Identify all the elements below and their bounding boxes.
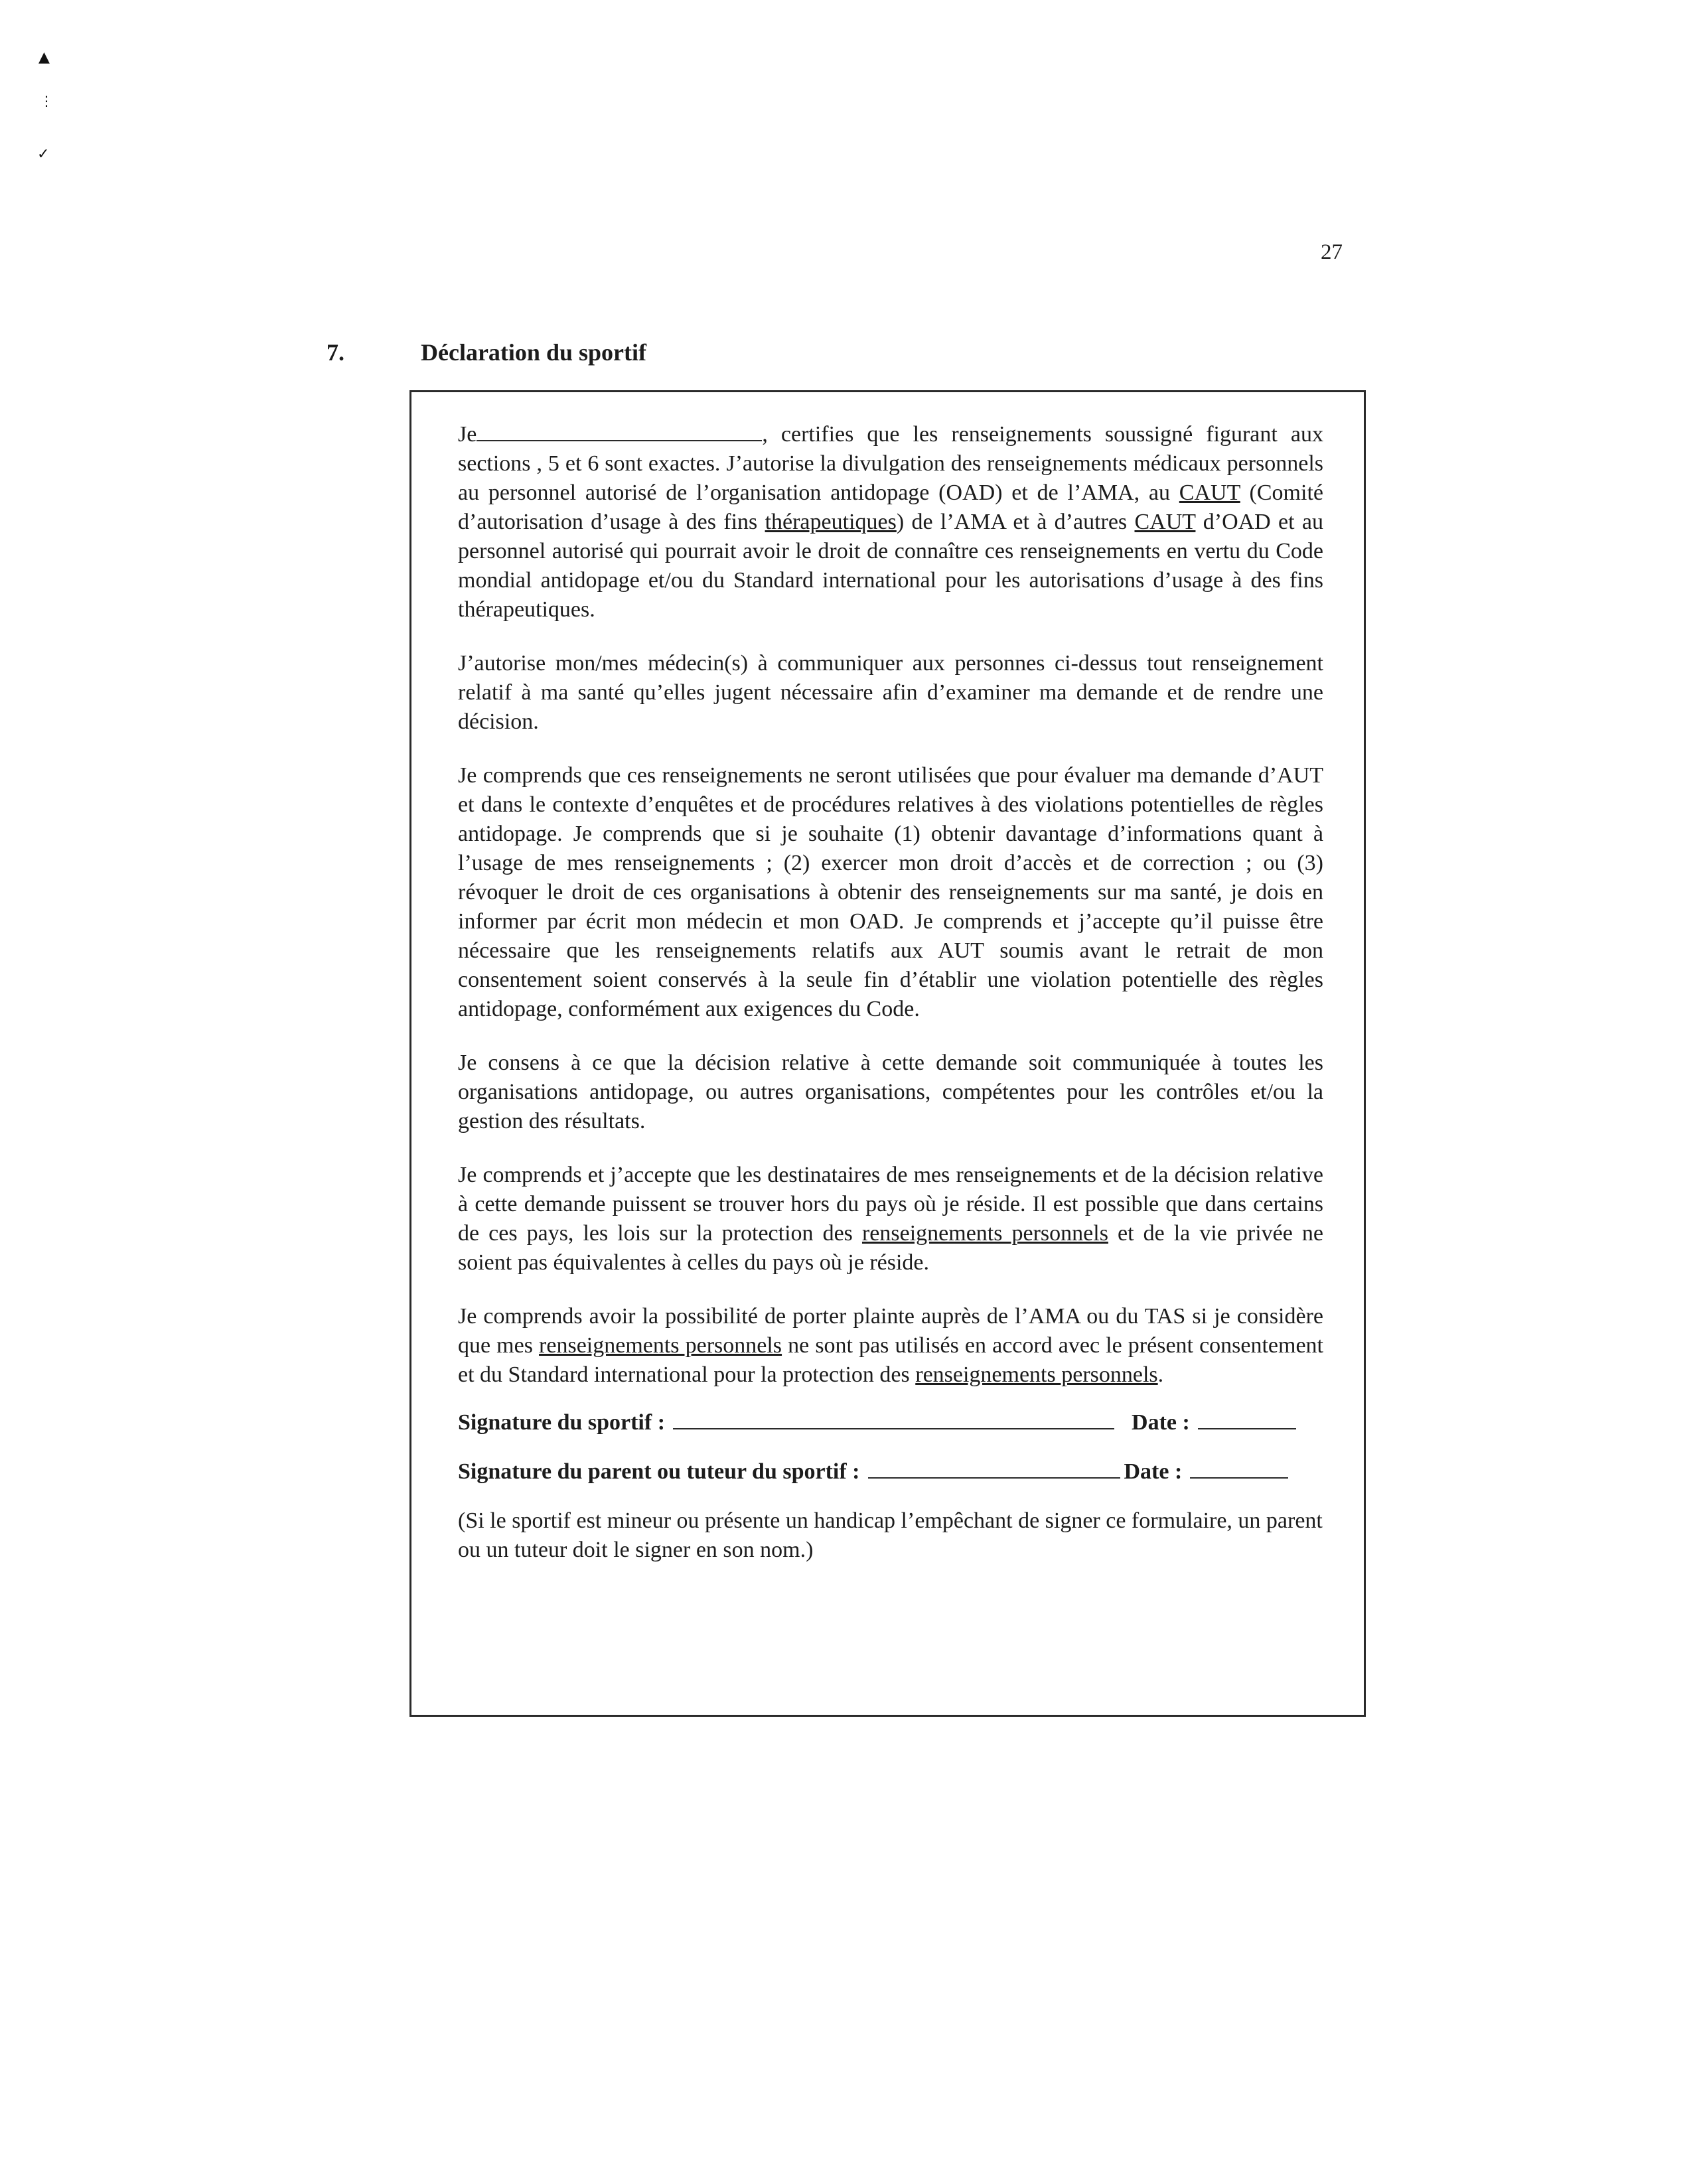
declaration-paragraph-1: Je , certifies que les renseignements soussigné figurant aux sections , 5 et 6 sont exactes. J’autorise la divulgation des renseignements médicaux personnels au personnel autorisé de l’organisation antidopage (OAD) et de l’AMA, au CAUT (Comité d’autorisation d’usage à des fins thérapeutiques) de l’AMA et à d’autres CAUT d’OAD et au personnel autorisé qui pourrait avoir le droit de connaître ces renseignements en vertu du Code mondial antidopage et/ou du Standard international pour les autorisations d’usage à des fins thérapeutiques. [458,420,1323,624]
scan-mark-3: ✓ [37,146,50,163]
scan-mark-2: ⋮ [40,93,53,109]
athlete-signature-row [458,1408,1323,1437]
athlete-signature-field[interactable] [673,1408,1114,1429]
renseignements-personnels-link: renseignements personnels [539,1333,782,1358]
therapeutiques-link: thérapeutiques [765,510,897,534]
minor-note: (Si le sportif est mineur ou présente un handicap l’empêchant de signer ce formulaire, un parent ou un tuteur doit le signer en son nom.) [458,1508,1323,1562]
parent-date-field[interactable] [1190,1457,1288,1479]
scan-mark-1: ▲ [38,49,50,66]
declaration-paragraph-6: Je comprends avoir la possibilité de porter plainte auprès de l’AMA ou du TAS si je considère que mes renseignements personnels ne sont pas utilisés en accord avec le présent consentement et du Standard international pour la protection des renseignements personnels. [458,1304,1324,1387]
parent-signature-label: Signature du parent ou tuteur du sportif : [458,1459,860,1484]
section-header [327,338,646,366]
declaration-paragraph-4: Je consens à ce que la décision relative à cette demande soit communiquée à toutes les organisations antidopage, ou autres organisations, compétentes pour les contrôles et/ou la gestion des résultats. [458,1051,1323,1133]
declaration-paragraph-5: Je comprends et j’accepte que les destinataires de mes renseignements et de la décision relative à cette demande puissent se trouver hors du pays où je réside. Il est possible que dans certains de ces pays, les lois sur la protection des renseignements personnels et de la vie privée ne soient pas équivalentes à celles du pays où je réside. [458,1163,1324,1275]
declaration-content [458,420,1323,1589]
section-title: Déclaration du sportif [421,339,646,366]
declaration-box [409,390,1366,1717]
section-number: 7. [327,339,344,366]
caut-link: CAUT [1179,480,1240,505]
athlete-date-field[interactable] [1198,1408,1296,1429]
declaration-paragraph-2: J’autorise mon/mes médecin(s) à communiquer aux personnes ci-dessus tout renseignement relatif à ma santé qu’elles jugent nécessaire afin d’examiner ma demande et de rendre une décision. [458,651,1323,734]
renseignements-personnels-link: renseignements personnels [915,1362,1158,1387]
athlete-signature-label: Signature du sportif : [458,1410,666,1435]
athlete-date-label: Date : [1132,1410,1190,1435]
declaration-paragraph-3: Je comprends que ces renseignements ne seront utilisées que pour évaluer ma demande d’AUT et dans le contexte d’enquêtes et de procédures relatives à des violations potentielles de règles antidopage. Je comprends que si je souhaite (1) obtenir davantage d’informations quant à l’usage de mes renseignements ; (2) exercer mon droit d’accès et de correction ; ou (3) révoquer le droit de ces organisations à obtenir des renseignements sur ma santé, je dois en informer par écrit mon médecin et mon OAD. Je comprends et j’accepte qu’il puisse être nécessaire que les renseignements relatifs aux AUT soumis avant le retrait de mon consentement soient conservés à la seule fin d’établir une violation potentielle des règles antidopage, conformément aux exigences du Code. [458,763,1323,1021]
athlete-name-field[interactable] [477,420,762,441]
page-number: 27 [1321,240,1343,264]
renseignements-personnels-link: renseignements personnels [861,1221,1108,1246]
caut-link-2: CAUT [1134,510,1196,534]
parent-date-label: Date : [1124,1459,1183,1484]
parent-signature-row [458,1457,1323,1487]
parent-signature-field[interactable] [868,1457,1120,1479]
